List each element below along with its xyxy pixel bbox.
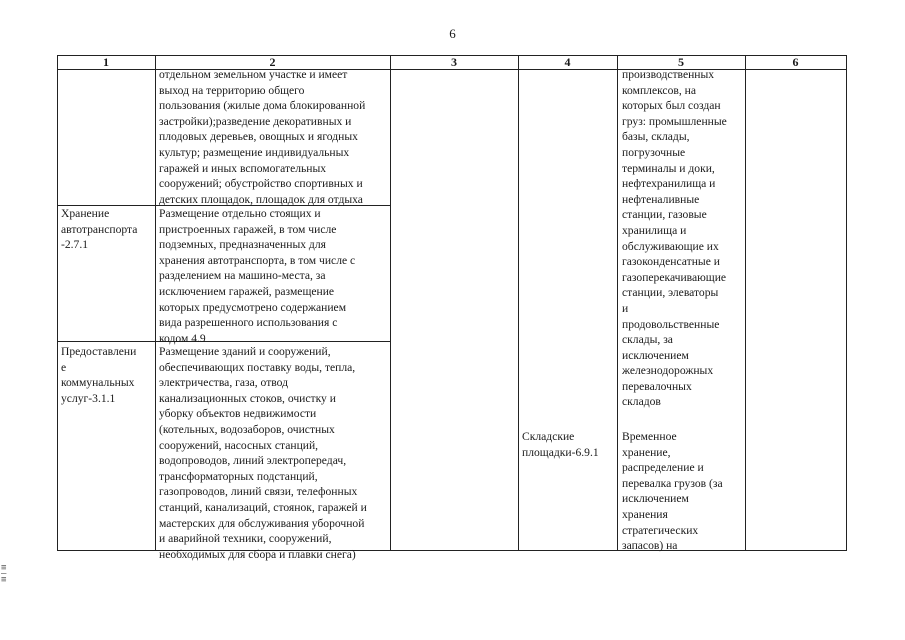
header-col-4: 4 xyxy=(564,55,571,69)
col-5-description-bottom: Временное хранение, распределение и перевалка грузов (за исключением хранения стратегических запасов) на xyxy=(622,430,723,553)
col-5-description-top: производственных комплексов, на которых был создан груз: промышленные базы, склады, погрузочные терминалы и доки, нефтехранилища и нефтеналивные станции, газовые хранилища и обслуживающие их газоконденсатные и газоперекачивающие станции, элеваторы и продовольственные склады, за исключением железнодорожных перевалочных складов xyxy=(622,68,727,409)
col-divider-4 xyxy=(617,55,618,551)
header-col-6: 6 xyxy=(792,55,799,69)
header-col-5: 5 xyxy=(678,55,684,69)
col-divider-3 xyxy=(518,55,519,551)
page-number: 6 xyxy=(449,26,456,41)
col-4-land-use-name: Складские площадки-6.9.1 xyxy=(522,430,599,459)
row-3-description: Размещение зданий и сооружений, обеспечивающих поставку воды, тепла, электричества, газа, отвод канализационных стоков, очистку и уборку объектов недвижимости (котельных, водозаборов, очистных сооружений, насосных станций, водопроводов, линий электропередач, трансформаторных подстанций, газопроводов, линий связи, телефонных станций, канализаций, стоянок, гаражей и мастерских для обслуживания уборочной и аварийной техники, сооружений, необходимых для сбора и плавки снега) xyxy=(159,345,367,561)
row-2-land-use-name: Хранение автотранспорта -2.7.1 xyxy=(61,207,138,252)
row-3-land-use-name: Предоставлени е коммунальных услуг-3.1.1 xyxy=(61,345,137,405)
col-divider-1 xyxy=(155,55,156,551)
header-col-1: 1 xyxy=(103,55,109,69)
table-border-right xyxy=(846,55,847,551)
margin-mark: ≡ – ≡ xyxy=(1,563,7,585)
header-col-2: 2 xyxy=(269,55,276,69)
row-1-description: отдельном земельном участке и имеет выход на территорию общего пользования (жилые дома блокированной застройки);разведение декоративных и плодовых деревьев, овощных и ягодных культур; размещение индивидуальных гаражей и иных вспомогательных сооружений; обустройство спортивных и детских площадок, площадок для отдыха xyxy=(159,68,366,206)
row-2-description: Размещение отдельно стоящих и пристроенных гаражей, в том числе подземных, предназначенных для хранения автотранспорта, в том числе с разделением на машино-места, за исключением гаражей, размещение которых предусмотрено содержанием вида разрешенного использования с кодом 4.9 xyxy=(159,207,356,345)
table-border-left xyxy=(57,55,58,551)
header-col-3: 3 xyxy=(451,55,457,69)
